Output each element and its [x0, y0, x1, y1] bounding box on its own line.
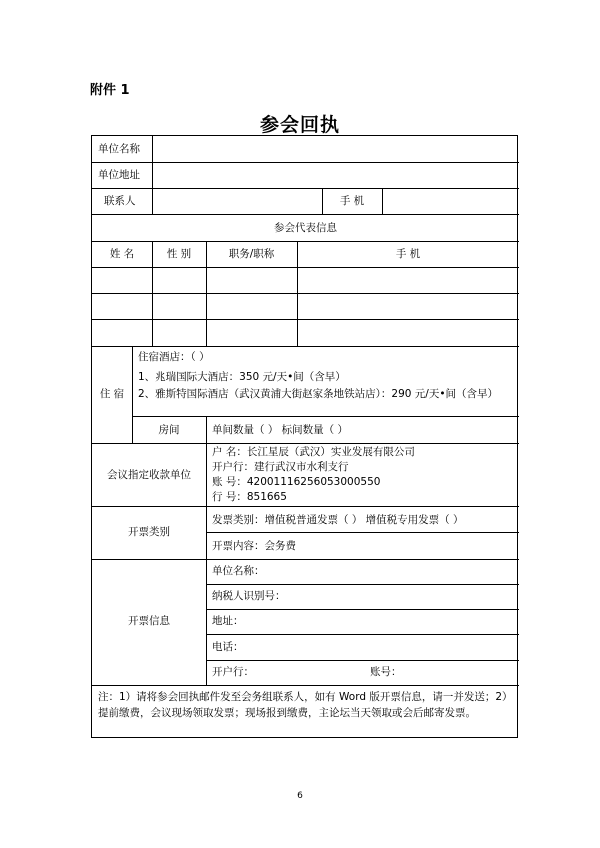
- col-header-gender: 性 别: [166, 248, 192, 260]
- mobile-label: 手 机: [339, 195, 365, 207]
- room-counts: 单间数量（ ） 标间数量（ ）: [212, 424, 349, 436]
- unit-address-label: 单位地址: [98, 169, 140, 181]
- lodging-label: 住 宿: [99, 388, 125, 400]
- row-divider: [92, 685, 519, 686]
- unit-name-label: 单位名称: [98, 143, 140, 155]
- page-title: 参会回执: [259, 114, 340, 136]
- invoice-info-label: 开票信息: [128, 615, 170, 627]
- invoice-unit-name: 单位名称：: [212, 565, 265, 577]
- invoice-account: 账号：: [370, 666, 402, 678]
- hotel-prompt: 住宿酒店：（ ）: [138, 351, 210, 363]
- payee-account-name: 户 名：长江星辰（武汉）实业发展有限公司: [212, 446, 415, 458]
- row-divider: [206, 660, 519, 661]
- invoice-address: 地址：: [212, 615, 244, 627]
- row-divider: [92, 241, 519, 242]
- col-header-mobile: 手 机: [395, 248, 421, 260]
- invoice-type-label: 开票类别: [128, 526, 170, 538]
- col-divider: [206, 443, 207, 685]
- col-header-position: 职务/职称: [228, 248, 275, 260]
- invoice-content: 开票内容：会务费: [212, 540, 296, 552]
- invoice-tax-id: 纳税人识别号：: [212, 590, 286, 602]
- payee-bank: 开户行：建行武汉市水利支行: [212, 461, 349, 473]
- registration-form: [91, 135, 518, 738]
- row-divider: [206, 584, 519, 585]
- row-divider: [92, 267, 519, 268]
- room-label: 房间: [158, 424, 180, 436]
- row-divider: [206, 634, 519, 635]
- row-divider: [206, 532, 519, 533]
- hotel-option-2: 2、雅斯特国际酒店（武汉黄浦大街赵家条地铁站店）：290 元/天•间（含早）: [138, 388, 499, 400]
- contact-label: 联系人: [104, 195, 136, 207]
- col-divider: [382, 188, 383, 214]
- invoice-bank: 开户行：: [212, 666, 254, 678]
- page-number: 6: [297, 791, 303, 801]
- col-header-name: 姓 名: [109, 248, 135, 260]
- row-divider: [92, 188, 519, 189]
- payment-label: 会议指定收款单位: [107, 469, 191, 481]
- row-divider: [92, 443, 519, 444]
- payee-account-number: 账 号：42001116256053000550: [212, 476, 381, 488]
- attachment-label: 附件 1: [90, 83, 130, 98]
- invoice-phone: 电话：: [212, 641, 244, 653]
- invoice-type-options: 发票类别：增值税普通发票（ ） 增值税专用发票（ ）: [212, 514, 464, 526]
- row-divider: [92, 293, 519, 294]
- footnote: 注：1）请将参会回执邮件发至会务组联系人，如有 Word 版开票信息，请一并发送；2）提前缴费，会议现场领取发票；现场报到缴费，主论坛当天领取或会后邮寄发票。: [98, 691, 513, 719]
- row-divider: [206, 609, 519, 610]
- col-divider: [152, 136, 153, 214]
- col-divider: [206, 416, 207, 443]
- row-divider: [132, 416, 519, 417]
- row-divider: [92, 319, 519, 320]
- payee-bank-code: 行 号：851665: [212, 491, 287, 503]
- hotel-option-1: 1、兆瑞国际大酒店：350 元/天•间（含早）: [138, 371, 346, 383]
- row-divider: [92, 214, 519, 215]
- row-divider: [92, 346, 519, 347]
- rep-info-heading: 参会代表信息: [274, 222, 337, 234]
- row-divider: [92, 162, 519, 163]
- row-divider: [92, 506, 519, 507]
- row-divider: [92, 559, 519, 560]
